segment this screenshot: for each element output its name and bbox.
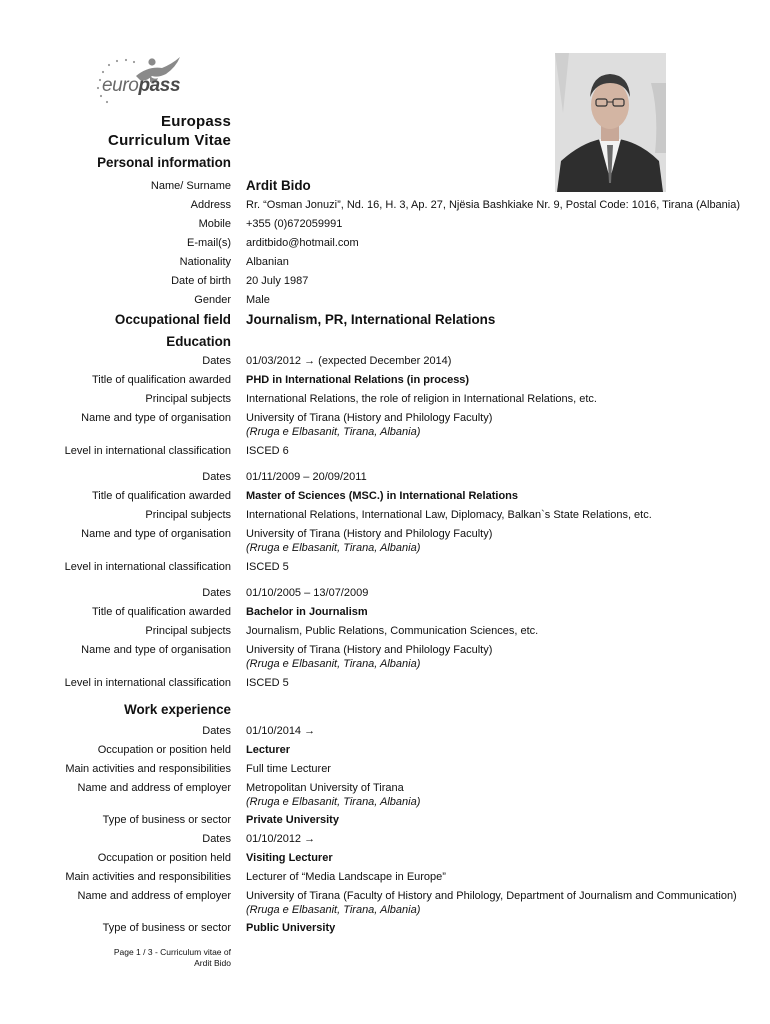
- education-title-label: Title of qualification awarded: [91, 490, 231, 502]
- date-of-birth-label: Date of birth: [171, 275, 231, 287]
- mobile-label: Mobile: [198, 218, 231, 230]
- work-occupation-value: Visiting Lecturer: [246, 852, 333, 864]
- email-label: E-mail(s): [187, 237, 231, 249]
- footer-page-line: Page 1 / 3 - Curriculum vitae of: [113, 947, 231, 957]
- work-dates-label: Dates: [202, 833, 231, 845]
- work-employer-label: Name and address of employer: [77, 890, 231, 902]
- education-level-value: ISCED 5: [246, 677, 289, 689]
- work-sector-label: Type of business or sector: [102, 922, 231, 934]
- education-level-label: Level in international classification: [64, 445, 231, 457]
- occupational-field-value: Journalism, PR, International Relations: [246, 312, 496, 327]
- address-value: Rr. “Osman Jonuzi”, Nd. 16, H. 3, Ap. 27, Njësia Bashkiake Nr. 9, Postal Code: 1016, Tirana (Albania): [246, 199, 741, 211]
- work-employer-address: (Rruga e Elbasanit, Tirana, Albania): [246, 904, 421, 916]
- europass-logo: [92, 54, 188, 106]
- mobile-value: +355 (0)672059991: [246, 218, 343, 230]
- work-activities-value: Lecturer of “Media Landscape in Europe”: [246, 871, 446, 883]
- education-dates-value: 01/10/2005 – 13/07/2009: [246, 587, 369, 599]
- nationality-label: Nationality: [179, 256, 231, 268]
- education-organisation-label: Name and type of organisation: [81, 644, 231, 656]
- education-heading: Education: [166, 334, 231, 349]
- gender-value: Male: [246, 294, 270, 306]
- work-dates-value: 01/10/2014 →: [246, 725, 316, 737]
- education-organisation-address: (Rruga e Elbasanit, Tirana, Albania): [246, 426, 421, 438]
- education-title-value: Master of Sciences (MSC.) in International Relations: [246, 490, 518, 502]
- cv-title-europass: Europass: [161, 113, 231, 130]
- work-activities-label: Main activities and responsibilities: [65, 871, 231, 883]
- name-value: Ardit Bido: [246, 178, 311, 193]
- work-employer-value: University of Tirana (Faculty of History and Philology, Department of Journalism and Communication): [246, 890, 737, 902]
- education-title-value: PHD in International Relations (in process): [246, 374, 470, 386]
- education-dates-value: 01/11/2009 – 20/09/2011: [246, 471, 367, 483]
- work-experience-heading: Work experience: [124, 702, 231, 717]
- education-level-value: ISCED 5: [246, 561, 289, 573]
- work-sector-value: Public University: [246, 922, 336, 934]
- work-occupation-label: Occupation or position held: [97, 744, 231, 756]
- education-level-value: ISCED 6: [246, 445, 289, 457]
- work-dates-value: 01/10/2012 →: [246, 833, 316, 845]
- profile-photo: [555, 53, 666, 192]
- work-activities-value: Full time Lecturer: [246, 763, 331, 775]
- education-subjects-value: Journalism, Public Relations, Communication Sciences, etc.: [246, 625, 539, 637]
- work-occupation-value: Lecturer: [246, 744, 291, 756]
- email-value: arditbido@hotmail.com: [246, 237, 359, 249]
- education-level-label: Level in international classification: [64, 561, 231, 573]
- nationality-value: Albanian: [246, 256, 289, 268]
- work-sector-label: Type of business or sector: [102, 814, 231, 826]
- education-title-label: Title of qualification awarded: [91, 606, 231, 618]
- date-of-birth-value: 20 July 1987: [246, 275, 309, 287]
- footer-name-line: Ardit Bido: [194, 958, 231, 968]
- occupational-field-heading: Occupational field: [114, 312, 231, 327]
- education-dates-label: Dates: [202, 355, 231, 367]
- work-employer-label: Name and address of employer: [77, 782, 231, 794]
- education-subjects-value: International Relations, the role of religion in International Relations, etc.: [246, 393, 597, 405]
- education-title-value: Bachelor in Journalism: [246, 606, 368, 618]
- work-employer-address: (Rruga e Elbasanit, Tirana, Albania): [246, 796, 421, 808]
- gender-label: Gender: [194, 294, 231, 306]
- name-label: Name/ Surname: [150, 180, 231, 192]
- education-title-label: Title of qualification awarded: [91, 374, 231, 386]
- work-activities-label: Main activities and responsibilities: [65, 763, 231, 775]
- work-sector-value: Private University: [246, 814, 339, 826]
- work-employer-value: Metropolitan University of Tirana: [246, 782, 404, 794]
- address-label: Address: [190, 199, 231, 211]
- education-organisation-address: (Rruga e Elbasanit, Tirana, Albania): [246, 542, 421, 554]
- education-subjects-label: Principal subjects: [145, 509, 231, 521]
- education-dates-value: 01/03/2012 → (expected December 2014): [246, 355, 452, 367]
- work-occupation-label: Occupation or position held: [97, 852, 231, 864]
- page-footer: [60, 947, 231, 969]
- education-dates-label: Dates: [202, 587, 231, 599]
- education-organisation-label: Name and type of organisation: [81, 412, 231, 424]
- education-subjects-label: Principal subjects: [145, 393, 231, 405]
- work-dates-label: Dates: [202, 725, 231, 737]
- education-dates-label: Dates: [202, 471, 231, 483]
- education-organisation-label: Name and type of organisation: [81, 528, 231, 540]
- europass-wordmark: europass: [102, 75, 181, 96]
- education-organisation-value: University of Tirana (History and Philology Faculty): [246, 528, 493, 540]
- education-level-label: Level in international classification: [64, 677, 231, 689]
- education-subjects-label: Principal subjects: [145, 625, 231, 637]
- education-organisation-address: (Rruga e Elbasanit, Tirana, Albania): [246, 658, 421, 670]
- education-organisation-value: University of Tirana (History and Philology Faculty): [246, 412, 493, 424]
- education-organisation-value: University of Tirana (History and Philology Faculty): [246, 644, 493, 656]
- personal-information-heading: Personal information: [97, 155, 231, 170]
- cv-title-curriculum-vitae: Curriculum Vitae: [108, 132, 231, 149]
- education-subjects-value: International Relations, International Law, Diplomacy, Balkan`s State Relations, etc.: [246, 509, 652, 521]
